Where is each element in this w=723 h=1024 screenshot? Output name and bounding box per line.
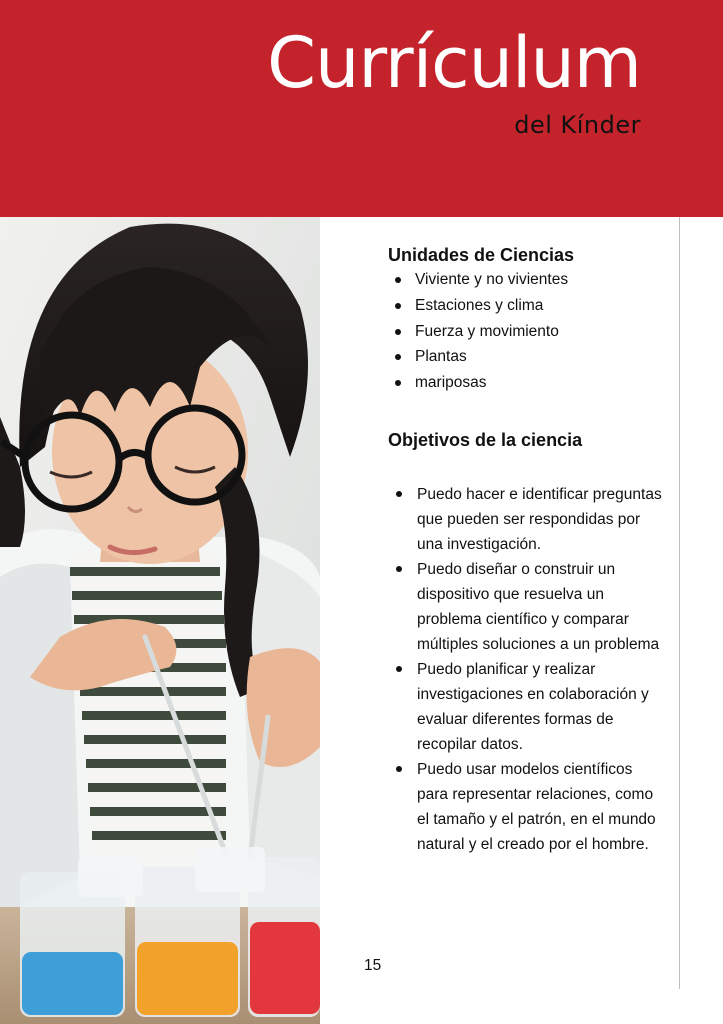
list-item: Viviente y no vivientes — [388, 267, 678, 293]
list-item: Plantas — [388, 344, 678, 370]
page-subtitle: del Kínder — [514, 111, 641, 139]
objectives-section-title: Objetivos de la ciencia — [388, 429, 583, 450]
page-number: 15 — [364, 957, 382, 974]
units-section-title: Unidades de Ciencias — [388, 245, 575, 265]
photo-child-science — [0, 217, 320, 1024]
objectives-list — [388, 482, 678, 857]
list-item: Estaciones y clima — [388, 293, 678, 319]
vertical-divider — [679, 217, 680, 989]
content-column — [388, 243, 678, 857]
list-item: Puedo diseñar o construir un dispositivo que resuelva un problema científico y comparar múltiples soluciones a un problema — [388, 557, 665, 657]
header-banner — [0, 0, 723, 217]
list-item: Fuerza y movimiento — [388, 319, 678, 345]
list-item: Puedo planificar y realizar investigaciones en colaboración y evaluar diferentes formas de recopilar datos. — [388, 657, 665, 757]
page-title: Currículum — [267, 22, 641, 104]
photo-illustration — [0, 217, 320, 1024]
units-list — [388, 267, 678, 396]
list-item: mariposas — [388, 370, 678, 396]
list-item: Puedo usar modelos científicos para representar relaciones, como el tamaño y el patrón, en el mundo natural y el creado por el hombre. — [388, 757, 665, 857]
list-item: Puedo hacer e identificar preguntas que pueden ser respondidas por una investigación. — [388, 482, 665, 557]
